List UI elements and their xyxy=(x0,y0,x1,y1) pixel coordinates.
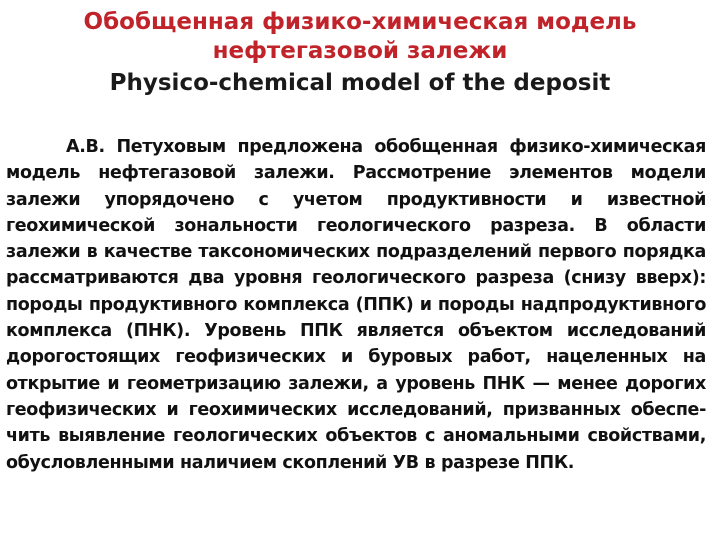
slide-title xyxy=(0,8,720,98)
title-english: Physico-chemical model of the deposit xyxy=(109,70,611,96)
body-paragraph: А.В. Петуховым предложена обобщенная физико-химическая модель нефтегазовой залежи. Рассмотрение элементов модели залежи упорядочено с учетом продуктивности и известной геохимической зональности геологического разреза. В области залежи в качестве таксономических подразделений первого порядка рассматриваются два уровня геологического разреза (снизу вверх): породы продуктивного комплекса (ППК) и породы надпродуктивного комплекса (ПНК). Уровень ППК является объектом исследований дорогостоящих геофизических и буровых работ, нацеленных на открытие и геометризацию залежи, а уровень ПНК — менее дорогих геофизических и геохимических исследований, призванных обеспе-чить выявление геологических объектов с аномальными свойствами, обусловленными наличием скоплений УВ в разрезе ППК. xyxy=(6,137,706,473)
title-russian: Обобщенная физико-химическая модель нефтегазовой залежи xyxy=(83,9,637,64)
